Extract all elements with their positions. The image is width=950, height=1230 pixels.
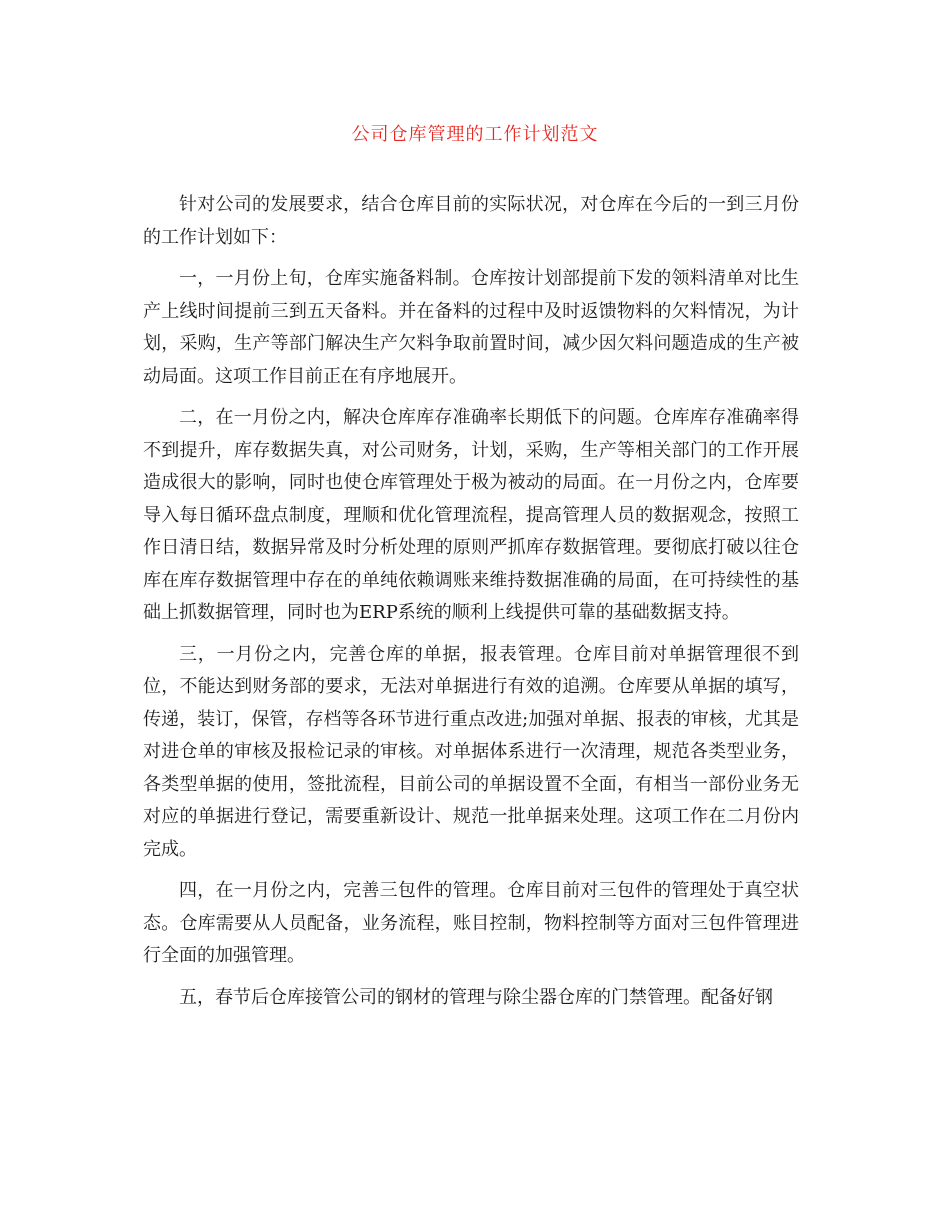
paragraph-item-3: 三，一月份之内，完善仓库的单据，报表管理。仓库目前对单据管理很不到位，不能达到财务部的要求，无法对单据进行有效的追溯。仓库要从单据的填写，传递，装订，保管，存档等各环节进行重点改进;加强对单据、报表的审核，尤其是对进仓单的审核及报检记录的审核。对单据体系进行一次清理，规范各类型业务，各类型单据的使用，签批流程，目前公司的单据设置不全面，有相当一部份业务无对应的单据进行登记，需要重新设计、规范一批单据来处理。这项工作在二月份内完成。	[143, 643, 799, 860]
paragraph-intro: 针对公司的发展要求，结合仓库目前的实际状况，对仓库在今后的一到三月份的工作计划如下：	[143, 194, 799, 248]
document-body	[143, 189, 799, 1023]
document-title: 公司仓库管理的工作计划范文	[351, 124, 599, 145]
paragraph-item-4: 四，在一月份之内，完善三包件的管理。仓库目前对三包件的管理处于真空状态。仓库需要从人员配备，业务流程，账目控制，物料控制等方面对三包件管理进行全面的加强管理。	[143, 880, 799, 966]
paragraph-item-2: 二，在一月份之内，解决仓库库存准确率长期低下的问题。仓库库存准确率得不到提升，库存数据失真，对公司财务，计划，采购，生产等相关部门的工作开展造成很大的影响，同时也使仓库管理处于极为被动的局面。在一月份之内，仓库要导入每日循环盘点制度，理顺和优化管理流程，提高管理人员的数据观念，按照工作日清日结，数据异常及时分析处理的原则严抓库存数据管理。要彻底打破以往仓库在库存数据管理中存在的单纯依赖调账来维持数据准确的局面，在可持续性的基础上抓数据管理，同时也为ERP系统的顺利上线提供可靠的基础数据支持。	[143, 407, 799, 623]
paragraph-item-1: 一，一月份上旬，仓库实施备料制。仓库按计划部提前下发的领料清单对比生产上线时间提前三到五天备料。并在备料的过程中及时返馈物料的欠料情况，为计划，采购，生产等部门解决生产欠料争取前置时间，减少因欠料问题造成的生产被动局面。这项工作目前正在有序地展开。	[143, 268, 799, 387]
paragraph-item-5: 五，春节后仓库接管公司的钢材的管理与除尘器仓库的门禁管理。配备好钢	[179, 986, 773, 1008]
